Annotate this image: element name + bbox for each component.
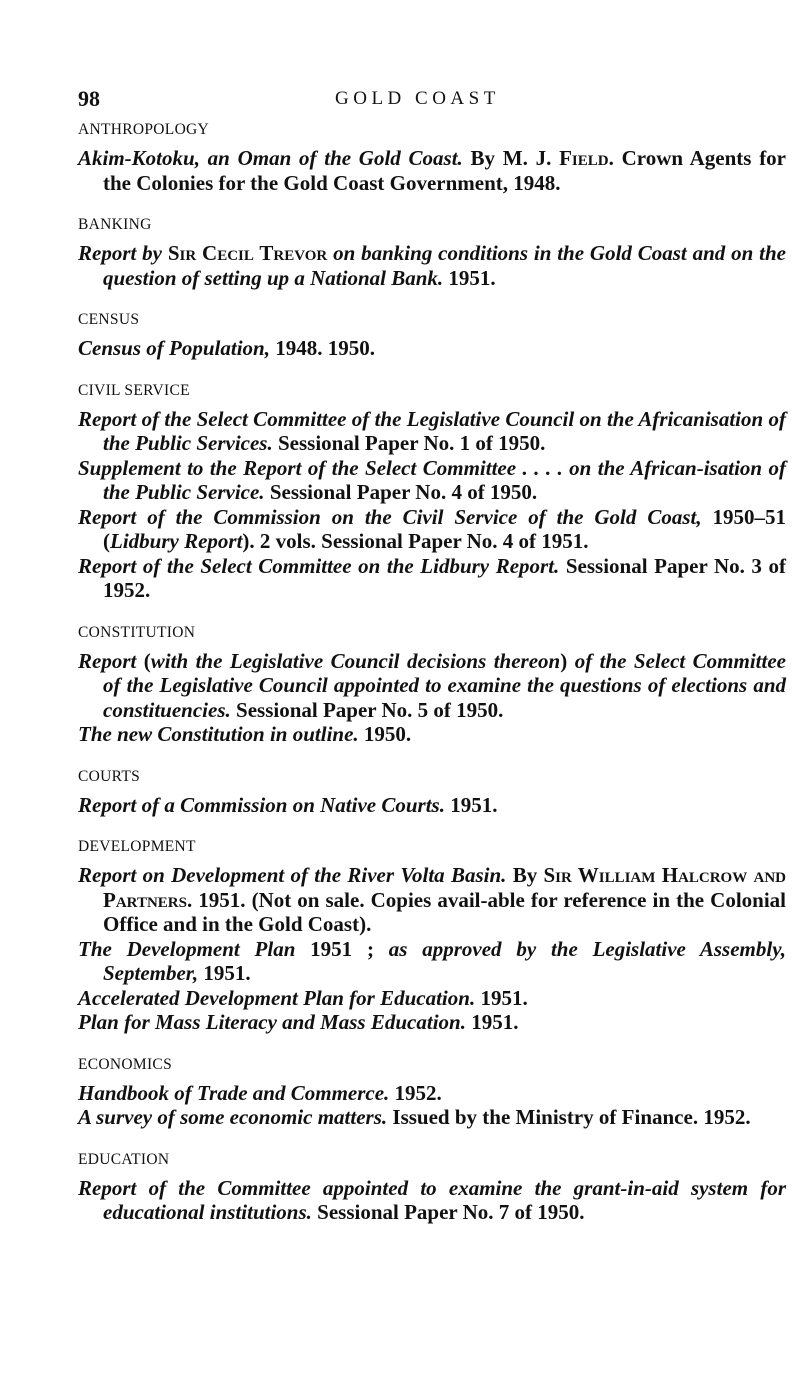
section-heading: COURTS (78, 767, 141, 785)
bibliography-entry: Supplement to the Report of the Select Committee . . . . on the African-isation of the Public Service. Sessional Paper No. 4 of 1950. (78, 455, 786, 504)
bibliography-entry: Report (with the Legislative Council decisions thereon) of the Select Committee of the Legislative Council appointed to examine the questions of elections and constituencies. Sessional Paper No. 5 of 1950. (78, 648, 786, 722)
section-heading: BANKING (78, 216, 152, 233)
section-courts (78, 767, 786, 818)
section-constitution (78, 623, 786, 747)
section-heading: CENSUS (78, 311, 140, 328)
section-heading: CIVIL SERVICE (78, 381, 190, 399)
bibliography-entry: Report of the Commission on the Civil Service of the Gold Coast, 1950–51 (Lidbury Report). 2 vols. Sessional Paper No. 4 of 1951. (78, 504, 786, 553)
bibliography-entry: Handbook of Trade and Commerce. 1952. (78, 1080, 442, 1105)
section-heading: DEVELOPMENT (78, 838, 196, 855)
bibliography-entry: Report of the Select Committee of the Legislative Council on the Africanisation of the Public Services. Sessional Paper No. 1 of 1950. (78, 406, 786, 455)
section-census (78, 310, 786, 361)
page-header (0, 86, 800, 118)
bibliography-entry: Plan for Mass Literacy and Mass Education. 1951. (78, 1010, 519, 1034)
bibliography-entry: The Development Plan 1951 ; as approved by the Legislative Assembly, September, 1951. (78, 936, 787, 985)
bibliography-entry: Report of a Commission on Native Courts. 1951. (78, 792, 498, 817)
bibliography-entry: A survey of some economic matters. Issued by the Ministry of Finance. 1952. (78, 1105, 751, 1129)
section-civil-service (78, 381, 786, 603)
bibliography-entry: Report of the Committee appointed to examine the grant-in-aid system for educational institutions. Sessional Paper No. 7 of 1950. (78, 1175, 786, 1224)
page-number: 98 (78, 86, 100, 111)
section-heading: EDUCATION (78, 1150, 170, 1168)
section-development (78, 837, 786, 1035)
section-banking (78, 215, 786, 290)
bibliography-entry: Report of the Select Committee on the Lidbury Report. Sessional Paper No. 3 of 1952. (78, 553, 786, 602)
section-education (78, 1150, 786, 1225)
bibliography-entry: Census of Population, 1948. 1950. (78, 336, 375, 360)
bibliography (78, 120, 786, 1245)
section-heading: ANTHROPOLOGY (78, 121, 210, 138)
section-economics (78, 1055, 786, 1130)
bibliography-entry: Report on Development of the River Volta Basin. By Sir William Halcrow and Partners. 1951. (Not on sale. Copies avail-able for reference in the Colonial Office and in the Gold Coast). (78, 863, 786, 936)
bibliography-entry: Report by Sir Cecil Trevor on banking conditions in the Gold Coast and on the question of setting up a National Bank. 1951. (78, 241, 786, 290)
section-anthropology (78, 120, 786, 195)
bibliography-entry: Akim-Kotoku, an Oman of the Gold Coast. By M. J. Field. Crown Agents for the Colonies for the Gold Coast Government, 1948. (78, 146, 787, 195)
running-title: GOLD COAST (335, 88, 500, 109)
section-heading: CONSTITUTION (78, 623, 196, 641)
section-heading: ECONOMICS (78, 1055, 172, 1073)
bibliography-entry: The new Constitution in outline. 1950. (78, 722, 412, 746)
bibliography-entry: Accelerated Development Plan for Education. 1951. (78, 985, 528, 1010)
